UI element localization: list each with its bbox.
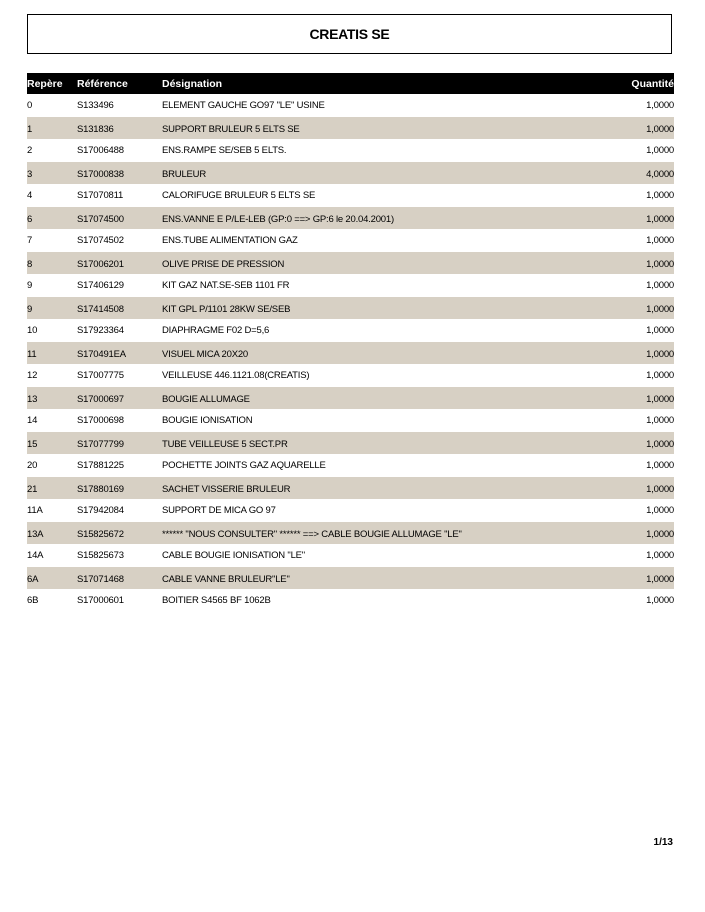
cell-quantite: 1,0000 xyxy=(646,258,674,270)
table-header xyxy=(27,73,674,94)
col-header-reference: Référence xyxy=(77,77,128,90)
cell-repere: 20 xyxy=(27,460,38,471)
cell-reference: S17074500 xyxy=(77,213,124,225)
cell-repere: 6B xyxy=(27,595,39,606)
cell-quantite: 1,0000 xyxy=(646,393,674,405)
cell-quantite: 1,0000 xyxy=(646,303,674,315)
cell-repere: 12 xyxy=(27,370,38,381)
cell-reference: S17942084 xyxy=(77,505,124,516)
cell-quantite: 1,0000 xyxy=(646,348,674,360)
table-row xyxy=(27,567,674,589)
table-row xyxy=(27,274,674,297)
cell-reference: S17406129 xyxy=(77,280,124,291)
cell-reference: S17006201 xyxy=(77,258,124,270)
cell-designation: VISUEL MICA 20X20 xyxy=(162,348,249,360)
cell-reference: S131836 xyxy=(77,123,114,135)
cell-repere: 2 xyxy=(27,145,33,156)
table-row xyxy=(27,477,674,499)
cell-repere: 7 xyxy=(27,235,33,246)
cell-reference: S15825673 xyxy=(77,550,124,561)
table-row xyxy=(27,432,674,454)
cell-repere: 14 xyxy=(27,415,38,426)
cell-designation: DIAPHRAGME F02 D=5,6 xyxy=(162,325,270,336)
cell-repere: 9 xyxy=(27,280,33,291)
cell-quantite: 1,0000 xyxy=(646,325,674,336)
cell-designation: KIT GAZ NAT.SE-SEB 1101 FR xyxy=(162,280,290,291)
cell-reference: S17000697 xyxy=(77,393,124,405)
cell-designation: BRULEUR xyxy=(162,168,206,180)
cell-repere: 9 xyxy=(27,303,33,315)
cell-quantite: 4,0000 xyxy=(646,168,674,180)
cell-designation: SACHET VISSERIE BRULEUR xyxy=(162,483,291,495)
cell-reference: S17000601 xyxy=(77,595,124,606)
cell-designation: KIT GPL P/1101 28KW SE/SEB xyxy=(162,303,291,315)
cell-reference: S17074502 xyxy=(77,235,124,246)
cell-quantite: 1,0000 xyxy=(646,145,674,156)
cell-repere: 21 xyxy=(27,483,38,495)
cell-designation: POCHETTE JOINTS GAZ AQUARELLE xyxy=(162,460,326,471)
table-row xyxy=(27,409,674,432)
cell-repere: 13A xyxy=(27,528,44,540)
table-body xyxy=(27,94,674,612)
cell-reference: S133496 xyxy=(77,100,114,111)
table-row xyxy=(27,364,674,387)
cell-designation: TUBE VEILLEUSE 5 SECT.PR xyxy=(162,438,288,450)
cell-repere: 13 xyxy=(27,393,38,405)
cell-reference: S17414508 xyxy=(77,303,124,315)
cell-quantite: 1,0000 xyxy=(646,483,674,495)
cell-reference: S17000698 xyxy=(77,415,124,426)
cell-repere: 6 xyxy=(27,213,33,225)
cell-repere: 11A xyxy=(27,505,43,516)
page-title: CREATIS SE xyxy=(309,26,390,42)
cell-designation: SUPPORT BRULEUR 5 ELTS SE xyxy=(162,123,300,135)
cell-quantite: 1,0000 xyxy=(646,415,674,426)
table-row xyxy=(27,184,674,207)
cell-reference: S17006488 xyxy=(77,145,124,156)
cell-designation: ****** "NOUS CONSULTER" ****** ==> CABLE BOUGIE ALLUMAGE "LE" xyxy=(162,528,462,540)
cell-repere: 3 xyxy=(27,168,33,180)
cell-designation: VEILLEUSE 446.1121.08(CREATIS) xyxy=(162,370,310,381)
cell-quantite: 1,0000 xyxy=(646,123,674,135)
cell-repere: 11 xyxy=(27,348,37,360)
cell-quantite: 1,0000 xyxy=(646,528,674,540)
cell-repere: 14A xyxy=(27,550,44,561)
cell-reference: S17923364 xyxy=(77,325,124,336)
table-row xyxy=(27,387,674,409)
cell-quantite: 1,0000 xyxy=(646,280,674,291)
table-row xyxy=(27,342,674,364)
cell-repere: 4 xyxy=(27,190,33,201)
cell-designation: ENS.RAMPE SE/SEB 5 ELTS. xyxy=(162,145,287,156)
cell-quantite: 1,0000 xyxy=(646,213,674,225)
cell-reference: S15825672 xyxy=(77,528,124,540)
cell-reference: S17000838 xyxy=(77,168,124,180)
cell-designation: BOUGIE ALLUMAGE xyxy=(162,393,250,405)
col-header-repere: Repère xyxy=(27,77,63,90)
cell-repere: 1 xyxy=(27,123,33,135)
cell-reference: S17880169 xyxy=(77,483,124,495)
cell-quantite: 1,0000 xyxy=(646,438,674,450)
cell-quantite: 1,0000 xyxy=(646,505,674,516)
table-row xyxy=(27,522,674,544)
cell-repere: 15 xyxy=(27,438,38,450)
parts-table xyxy=(27,73,674,612)
col-header-designation: Désignation xyxy=(162,77,223,90)
cell-designation: ELEMENT GAUCHE GO97 "LE" USINE xyxy=(162,100,325,111)
cell-reference: S17071468 xyxy=(77,573,124,585)
cell-reference: S170491EA xyxy=(77,348,126,360)
cell-quantite: 1,0000 xyxy=(646,190,674,201)
cell-quantite: 1,0000 xyxy=(646,595,674,606)
table-row xyxy=(27,454,674,477)
cell-repere: 0 xyxy=(27,100,33,111)
cell-repere: 10 xyxy=(27,325,38,336)
table-row xyxy=(27,499,674,522)
cell-quantite: 1,0000 xyxy=(646,370,674,381)
cell-designation: BOUGIE IONISATION xyxy=(162,415,253,426)
cell-designation: CALORIFUGE BRULEUR 5 ELTS SE xyxy=(162,190,316,201)
cell-designation: ENS.TUBE ALIMENTATION GAZ xyxy=(162,235,298,246)
cell-quantite: 1,0000 xyxy=(646,573,674,585)
cell-reference: S17070811 xyxy=(77,190,124,201)
table-row xyxy=(27,319,674,342)
cell-quantite: 1,0000 xyxy=(646,460,674,471)
col-header-quantite: Quantité xyxy=(631,77,674,90)
cell-reference: S17077799 xyxy=(77,438,124,450)
cell-reference: S17881225 xyxy=(77,460,124,471)
cell-designation: OLIVE PRISE DE PRESSION xyxy=(162,258,285,270)
cell-repere: 6A xyxy=(27,573,39,585)
cell-designation: ENS.VANNE E P/LE-LEB (GP:0 ==> GP:6 le 20.04.2001) xyxy=(162,213,394,225)
table-row xyxy=(27,544,674,567)
table-row xyxy=(27,297,674,319)
cell-designation: CABLE BOUGIE IONISATION "LE" xyxy=(162,550,305,561)
page-number: 1/13 xyxy=(653,837,673,848)
table-row xyxy=(27,589,674,612)
cell-repere: 8 xyxy=(27,258,33,270)
title-box xyxy=(27,14,672,54)
table-row xyxy=(27,139,674,162)
table-row xyxy=(27,207,674,229)
table-row xyxy=(27,94,674,117)
cell-reference: S17007775 xyxy=(77,370,124,381)
table-row xyxy=(27,117,674,139)
cell-designation: SUPPORT DE MICA GO 97 xyxy=(162,505,276,516)
cell-designation: BOITIER S4565 BF 1062B xyxy=(162,595,271,606)
cell-quantite: 1,0000 xyxy=(646,235,674,246)
cell-quantite: 1,0000 xyxy=(646,550,674,561)
table-row xyxy=(27,252,674,274)
cell-designation: CABLE VANNE BRULEUR"LE" xyxy=(162,573,290,585)
cell-quantite: 1,0000 xyxy=(646,100,674,111)
table-row xyxy=(27,229,674,252)
table-row xyxy=(27,162,674,184)
